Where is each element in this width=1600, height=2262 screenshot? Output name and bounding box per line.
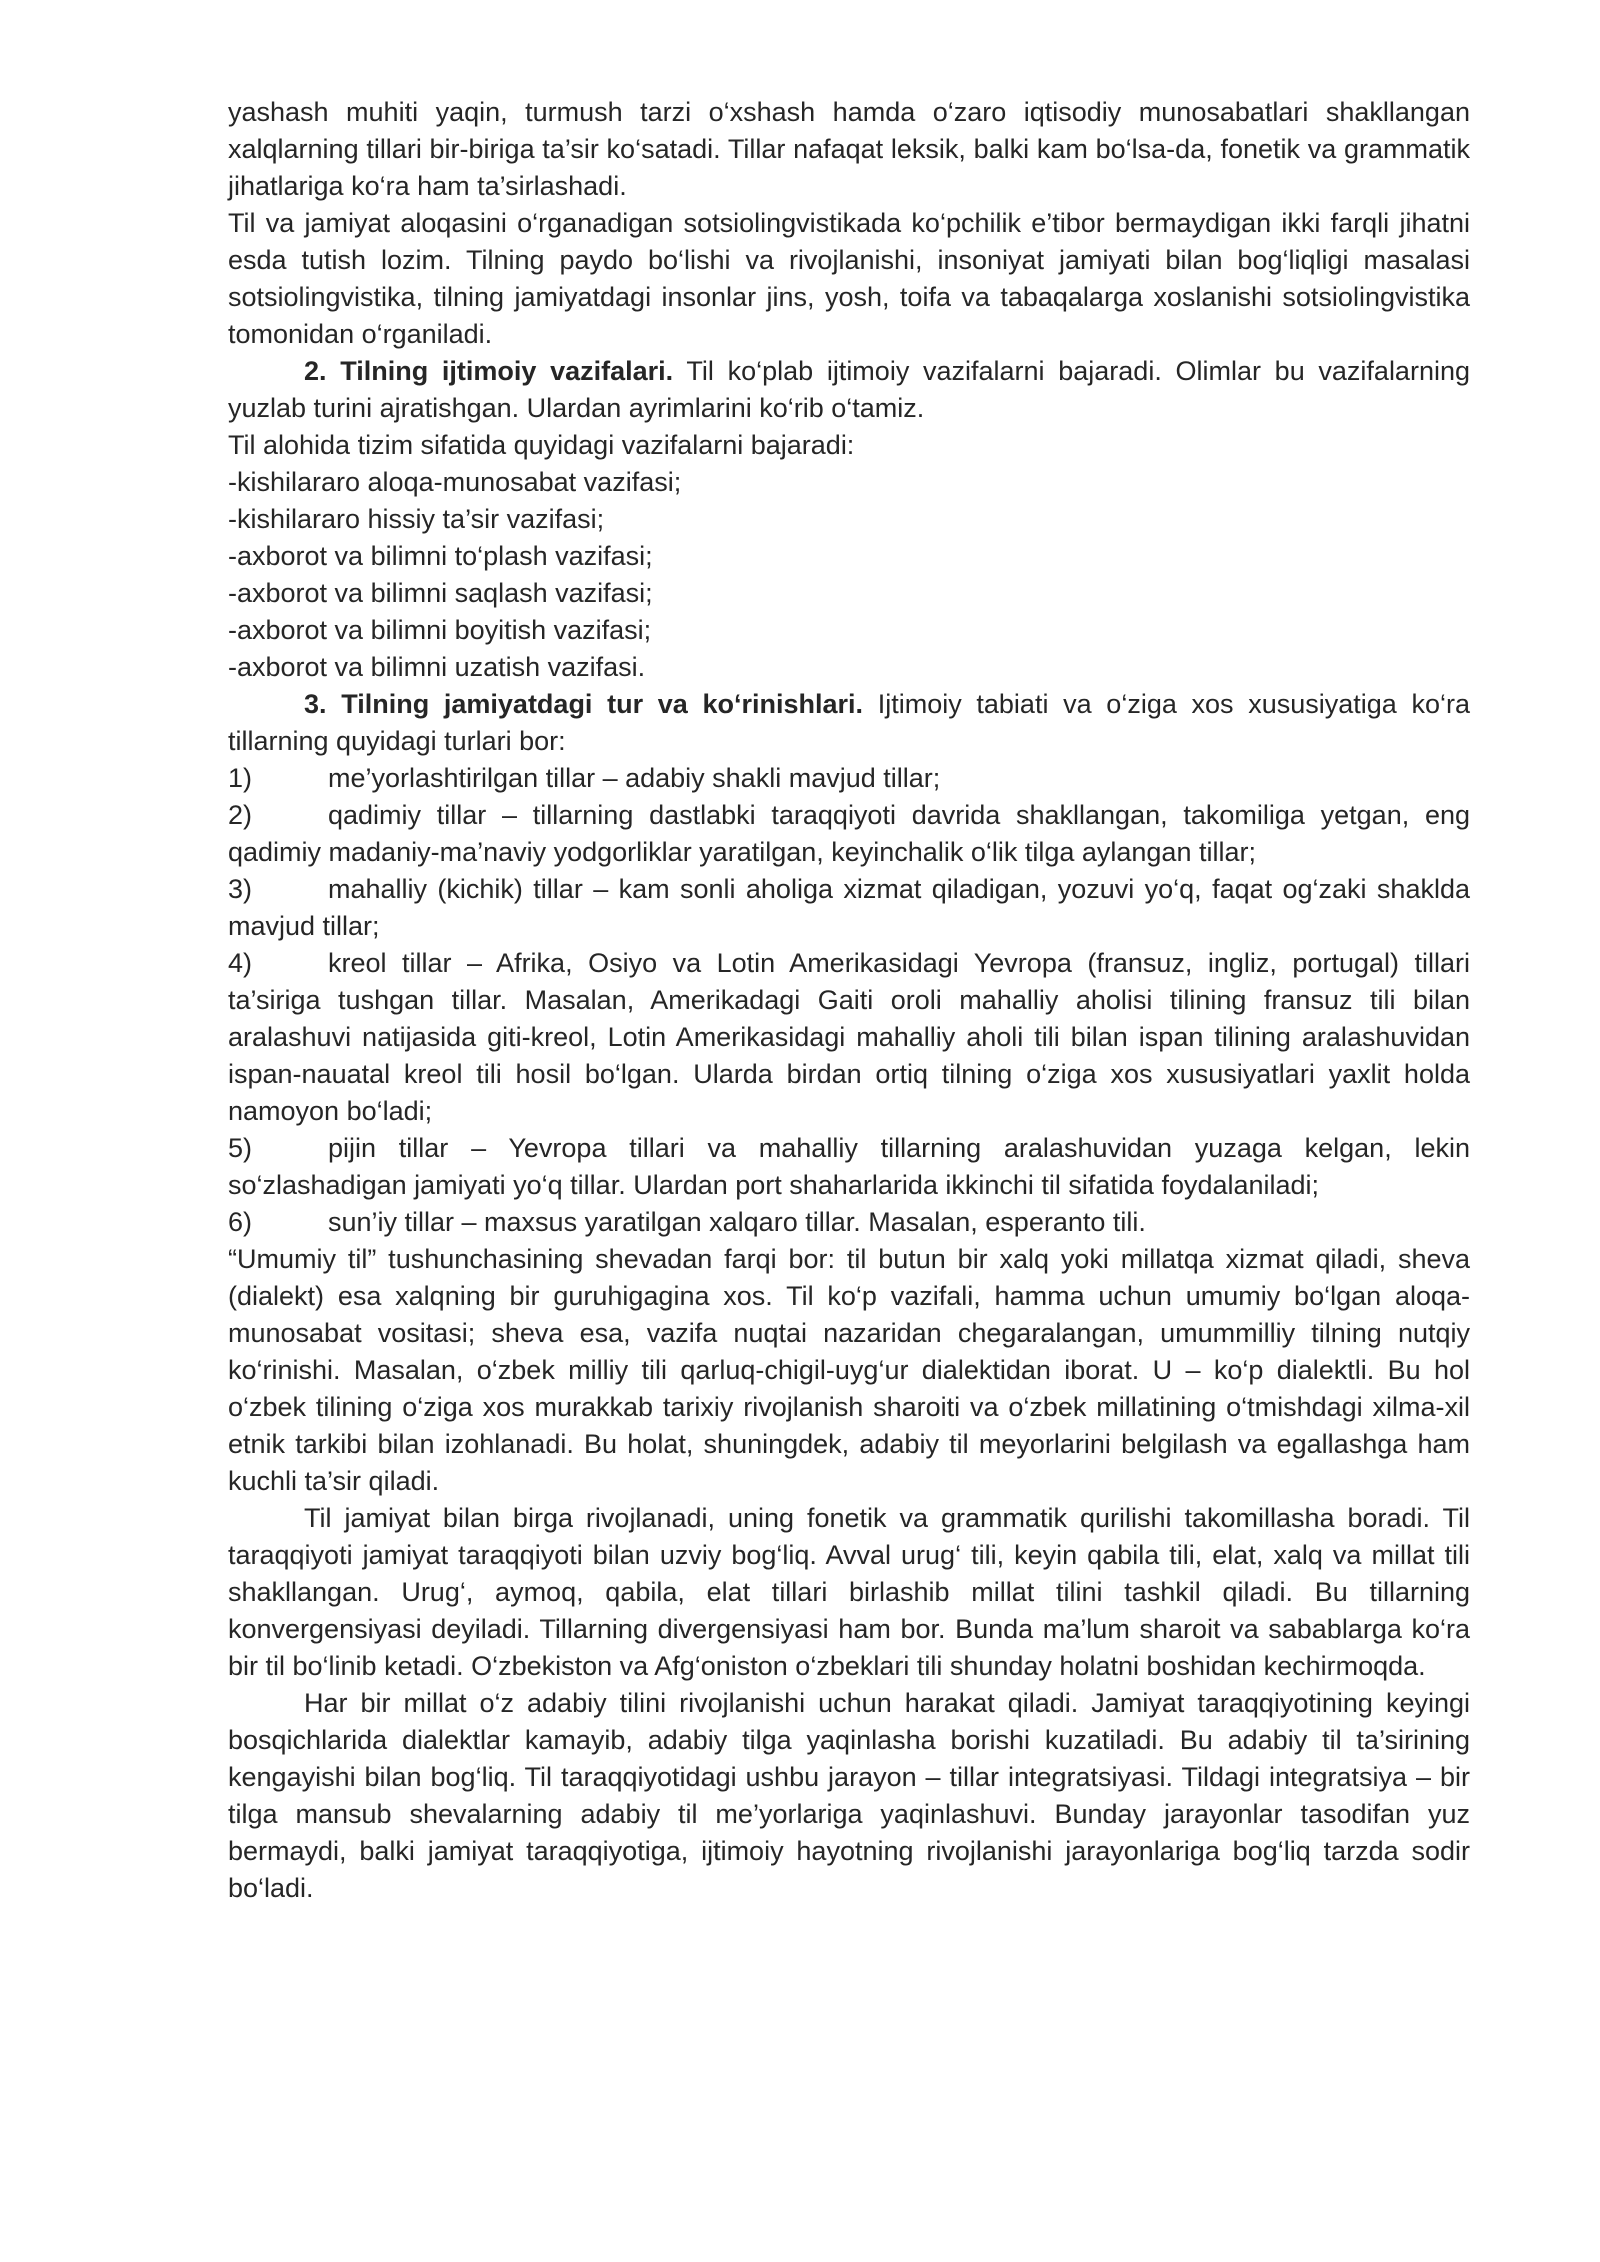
list-item-text: kreol tillar – Afrika, Osiyo va Lotin Amerikasidagi Yevropa (fransuz, ingliz, portugal) tillari ta’siriga tushgan tillar. Masalan, Amerikadagi Gaiti oroli mahalliy aholisi tilining fransuz tili bilan aralashuvi natijasida giti-kreol, Lotin Amerikasidagi mahalliy aholi tili bilan ispan tilining aralashuvidan ispan-nauatal kreol tili hosil bo‘lgan. Ularda birdan ortiq tilning o‘ziga xos xususiyatlari yaxlit holda namoyon bo‘ladi; [228,948,1470,1126]
list-item-text: pijin tillar – Yevropa tillari va mahalliy tillarning aralashuvidan yuzaga kelgan, lekin so‘zlashadigan jamiyati yo‘q tillar. Ulardan port shaharlarida ikkinchi til sifatida foydalaniladi; [228,1133,1470,1200]
list-number: 3) [228,874,253,904]
function-list-item: -axborot va bilimni uzatish vazifasi. [228,652,646,682]
list-number: 2) [228,800,253,830]
list-item-text: mahalliy (kichik) tillar – kam sonli aholiga xizmat qiladigan, yozuvi yo‘q, faqat og‘zaki shaklda mavjud tillar; [228,874,1470,941]
section-2-text: Til ko‘plab ijtimoiy vazifalarni bajaradi. Olimlar bu vazifalarning yuzlab turini ajratishgan. Ulardan ayrimlarini ko‘rib o‘tamiz. [228,356,1470,423]
list-number: 5) [228,1133,253,1163]
closing-paragraphs [228,1241,1470,1907]
list-item-text: qadimiy tillar – tillarning dastlabki taraqqiyoti davrida shakllangan, takomiliga yetgan, eng qadimiy madaniy-ma’naviy yodgorliklar yaratilgan, keyinchalik o‘lik tilga aylangan tillar; [228,800,1470,867]
function-list-item: -axborot va bilimni boyitish vazifasi; [228,615,652,645]
function-list-item: -axborot va bilimni to‘plash vazifasi; [228,541,653,571]
body-paragraph: “Umumiy til” tushunchasining shevadan farqi bor: til butun bir xalq yoki millatqa xizmat qiladi, sheva (dialekt) esa xalqning bir guruhigagina xos. Til ko‘p vazifali, hamma uchun umumiy bo‘lgan aloqa-munosabat vositasi; sheva esa, vazifa nuqtai nazaridan chegaralangan, umummilliy tilning nutqiy ko‘rinishi. Masalan, o‘zbek milliy tili qarluq-chigil-uyg‘ur dialektidan iborat. U – ko‘p dialektli. Bu hol o‘zbek tilining o‘ziga xos murakkab tarixiy rivojlanish sharoiti va o‘zbek millatining o‘tmishdagi xilma-xil etnik tarkibi bilan izohlanadi. Bu holat, shuningdek, adabiy til meyorlarini belgilash va egallashga ham kuchli ta’sir qiladi. [228,1244,1470,1496]
section-3-text: Ijtimoiy tabiati va o‘ziga xos xususiyatiga ko‘ra tillarning quyidagi turlari bor: [228,689,1470,756]
document-page [228,94,1470,1907]
body-paragraph: Har bir millat o‘z adabiy tilini rivojlanishi uchun harakat qiladi. Jamiyat taraqqiyotining keyingi bosqichlarida dialektlar kamayib, adabiy tilga yaqinlasha borishi kuzatiladi. Bu adabiy til ta’sirining kengayishi bilan bog‘liq. Til taraqqiyotidagi ushbu jarayon – tillar integratsiyasi. Tildagi integratsiya – bir tilga mansub shevalarning adabiy til me’yorlariga yaqinlashuvi. Bunday jarayonlar tasodifan yuz bermaydi, balki jamiyat taraqqiyotiga, ijtimoiy hayotning rivojlanishi jarayonlariga bog‘liq tarzda sodir bo‘ladi. [228,1688,1470,1903]
intro-paragraph: yashash muhiti yaqin, turmush tarzi o‘xshash hamda o‘zaro iqtisodiy munosabatlari shakllangan xalqlarning tillari bir-biriga ta’sir ko‘satadi. Tillar nafaqat leksik, balki kam bo‘lsa-da, fonetik va grammatik jihatlariga ko‘ra ham ta’sirlashadi. [228,97,1470,201]
section-3-paragraph [228,686,1470,760]
language-type-item [228,797,1470,871]
list-number: 1) [228,763,253,793]
section-2-number: 2. [304,356,327,386]
list-number: 6) [228,1207,253,1237]
language-type-item [228,945,1470,1130]
list-item-text: sun’iy tillar – maxsus yaratilgan xalqaro tillar. Masalan, esperanto tili. [328,1207,1146,1237]
section-3-title: Tilning jamiyatdagi tur va ko‘rinishlari. [341,689,864,719]
language-type-item [228,1204,1470,1241]
functions-list [228,464,1470,686]
language-type-item [228,760,1470,797]
list-item-text: me’yorlashtirilgan tillar – adabiy shakli mavjud tillar; [328,763,941,793]
function-list-item: -axborot va bilimni saqlash vazifasi; [228,578,653,608]
language-type-item [228,1130,1470,1204]
function-list-item: -kishilararo hissiy ta’sir vazifasi; [228,504,605,534]
body-paragraph: Til jamiyat bilan birga rivojlanadi, uning fonetik va grammatik qurilishi takomillasha boradi. Til taraqqiyoti jamiyat taraqqiyoti bilan uzviy bog‘liq. Avval urug‘ tili, keyin qabila tili, elat, xalq va millat tili shakllangan. Urug‘, aymoq, qabila, elat tillari birlashib millat tilini tashkil qiladi. Bu tillarning konvergensiyasi deyiladi. Tillarning divergensiyasi ham bor. Bunda ma’lum sharoit va sabablarga ko‘ra bir til bo‘linib ketadi. O‘zbekiston va Afg‘oniston o‘zbeklari tili shunday holatni boshidan kechirmoqda. [228,1503,1470,1681]
section-2-paragraph [228,353,1470,427]
functions-intro: Til alohida tizim sifatida quyidagi vazifalarni bajaradi: [228,430,855,460]
section-3-number: 3. [304,689,327,719]
language-type-item [228,871,1470,945]
section-2-title: Tilning ijtimoiy vazifalari. [340,356,674,386]
language-types-list [228,760,1470,1241]
function-list-item: -kishilararo aloqa-munosabat vazifasi; [228,467,682,497]
list-number: 4) [228,948,253,978]
intro-paragraph: Til va jamiyat aloqasini o‘rganadigan sotsiolingvistikada ko‘pchilik e’tibor bermaydigan ikki farqli jihatni esda tutish lozim. Tilning paydo bo‘lishi va rivojlanishi, insoniyat jamiyati bilan bog‘liqligi masalasi sotsiolingvistika, tilning jamiyatdagi insonlar jins, yosh, toifa va tabaqalarga xoslanishi sotsiolingvistika tomonidan o‘rganiladi. [228,208,1470,349]
